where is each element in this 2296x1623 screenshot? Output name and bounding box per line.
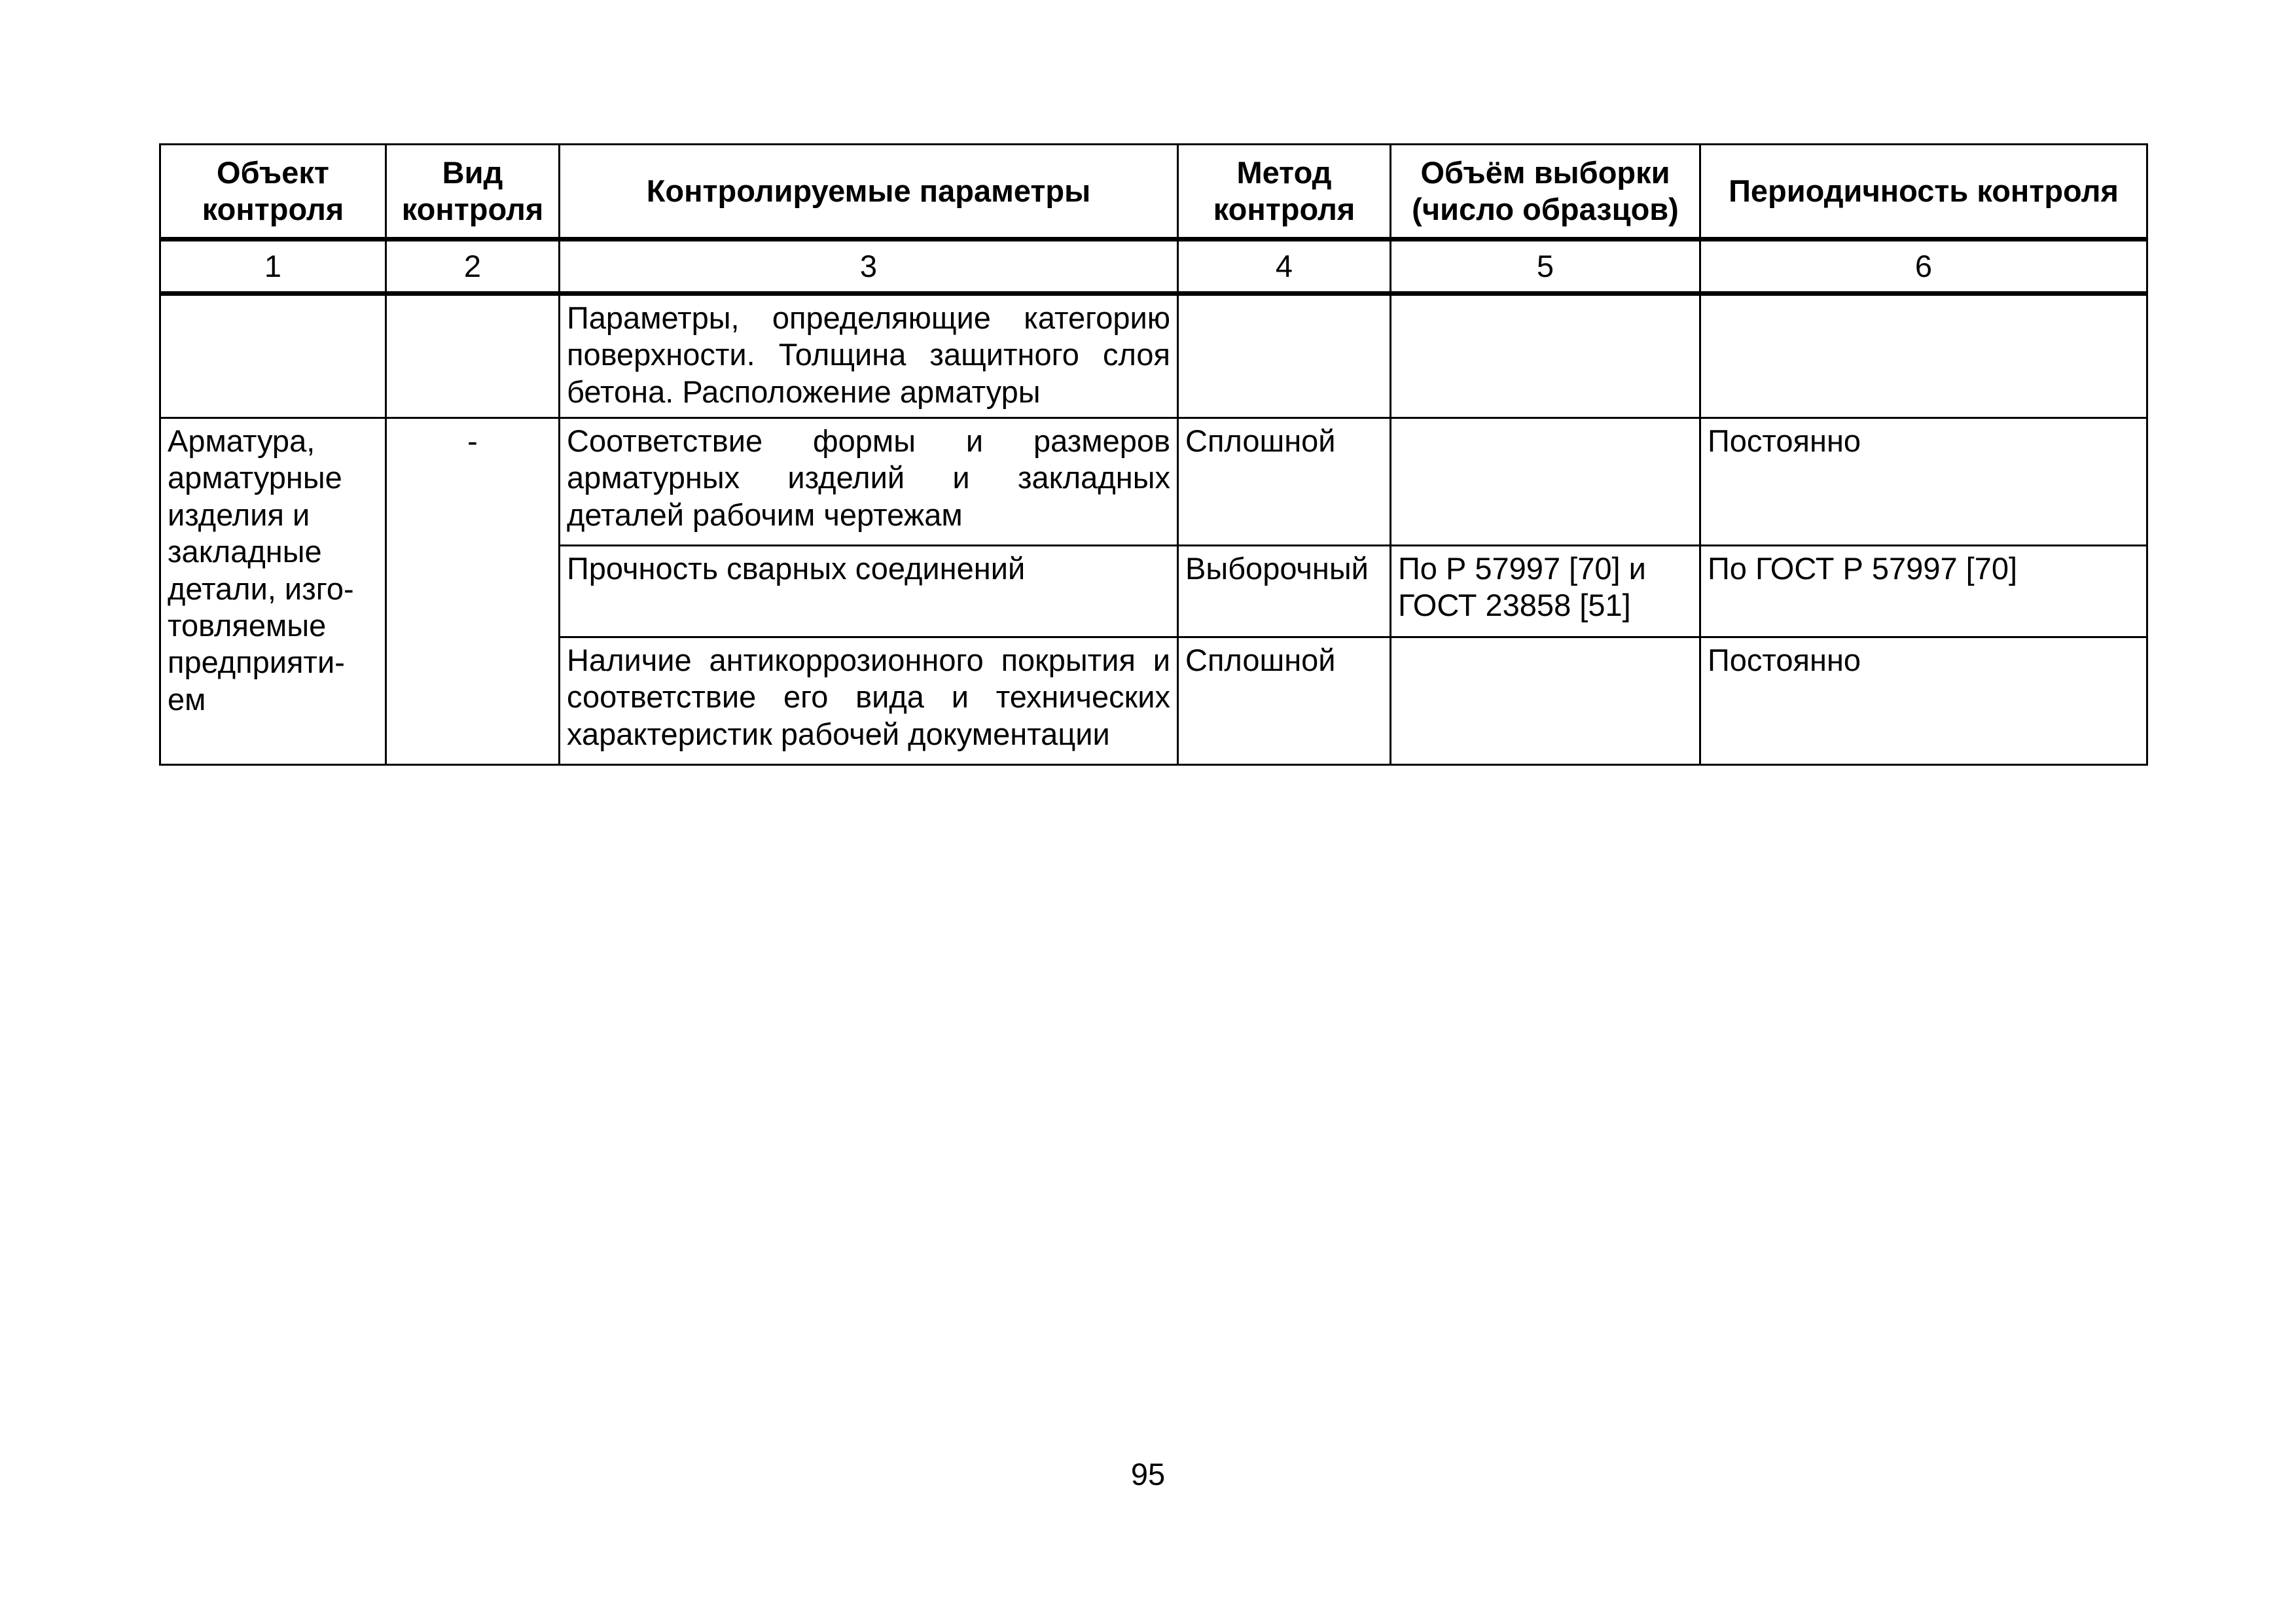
table-row [160,294,2147,418]
table-cell-sample [1391,418,1700,546]
table-cell [1391,294,1700,418]
header-method: Метод контроля [1178,145,1391,240]
table-cell-sample: По Р 57997 [70] и ГОСТ 23858 [51] [1391,546,1700,637]
header-control-type: Вид контроля [386,145,560,240]
table-cell-parameters: Прочность сварных соединений [560,546,1178,637]
header-periodicity: Периодичность контроля [1700,145,2147,240]
table-cell [160,294,386,418]
header-sample: Объём выборки (число образцов) [1391,145,1700,240]
table-cell-method: Выборочный [1178,546,1391,637]
table-cell-periodicity: Постоянно [1700,418,2147,546]
header-object: Объект контроля [160,145,386,240]
table-cell [386,294,560,418]
table-cell [1178,294,1391,418]
table-cell-periodicity: Постоянно [1700,637,2147,765]
control-table [159,143,2148,766]
table-cell-parameters: Наличие антикоррозионного покрытия и соответствие его вида и технических характеристик рабочей документации [560,637,1178,765]
header-row [160,145,2147,240]
column-number-row [160,240,2147,294]
table-cell-parameters: Параметры, определяющие категорию поверхности. Толщина защитного слоя бетона. Расположение арматуры [560,294,1178,418]
table-cell-sample [1391,637,1700,765]
header-parameters: Контролируемые параметры [560,145,1178,240]
table-cell-method: Сплошной [1178,418,1391,546]
table-row [160,418,2147,546]
column-number: 5 [1391,240,1700,294]
table-cell-control-type: - [386,418,560,765]
column-number: 2 [386,240,560,294]
page-number: 95 [1130,1457,1166,1491]
table-cell-object: Арматура, арматурные изделия и закладные детали, изго-товляемые предприяти-ем [160,418,386,765]
column-number: 3 [560,240,1178,294]
table-cell [1700,294,2147,418]
column-number: 4 [1178,240,1391,294]
column-number: 1 [160,240,386,294]
table-cell-periodicity: По ГОСТ Р 57997 [70] [1700,546,2147,637]
table-cell-method: Сплошной [1178,637,1391,765]
table-cell-parameters: Соответствие формы и размеров арматурных изделий и закладных деталей рабочим чертежам [560,418,1178,546]
column-number: 6 [1700,240,2147,294]
